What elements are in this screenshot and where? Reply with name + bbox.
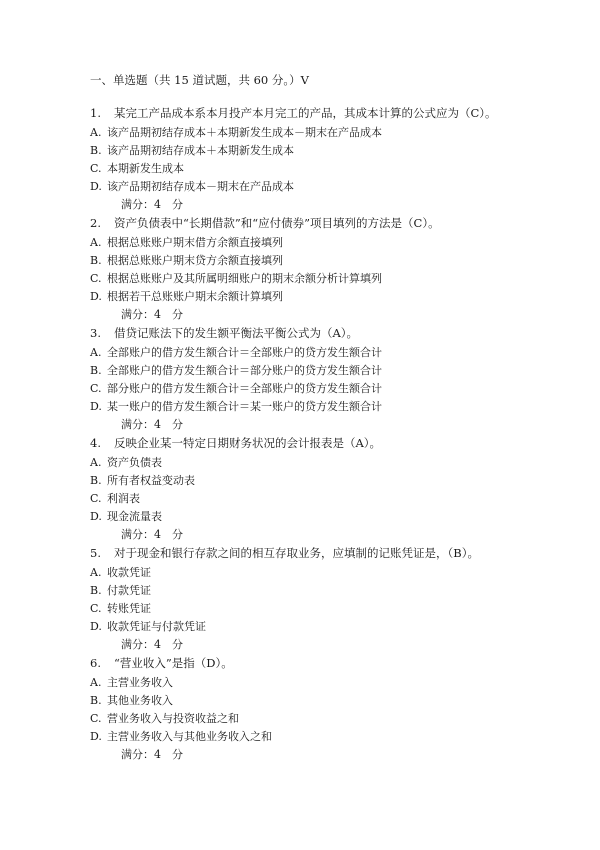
option-a (90, 454, 570, 472)
score-label: 满分：4 分 (121, 748, 183, 761)
option-letter: C. (90, 492, 102, 505)
options-list (90, 454, 570, 526)
question-1 (90, 105, 570, 213)
option-a (90, 344, 570, 362)
option-letter: D. (90, 510, 102, 523)
option-text: 本期新发生成本 (107, 162, 184, 175)
option-text: 该产品期初结存成本－期末在产品成本 (107, 180, 294, 193)
option-letter: B. (90, 144, 102, 157)
score-label: 满分：4 分 (121, 198, 183, 211)
option-d (90, 398, 570, 416)
score-label: 满分：4 分 (121, 418, 183, 431)
option-letter: B. (90, 694, 102, 707)
question-stem (90, 545, 570, 561)
question-text: 反映企业某一特定日期财务状况的会计报表是（A）。 (114, 436, 382, 450)
option-letter: D. (90, 290, 102, 303)
option-letter: C. (90, 382, 102, 395)
option-text: 根据总账账户期末贷方余额直接填列 (107, 254, 283, 267)
question-text: 对于现金和银行存款之间的相互存取业务，应填制的记账凭证是，（B）。 (114, 546, 479, 560)
question-3 (90, 325, 570, 433)
question-number: 5. (90, 546, 101, 560)
option-c (90, 270, 570, 288)
option-letter: C. (90, 712, 102, 725)
option-b (90, 692, 570, 710)
option-text: 营业务收入与投资收益之和 (107, 712, 239, 725)
question-text: 借贷记账法下的发生额平衡法平衡公式为（A）。 (114, 326, 359, 340)
option-letter: A. (90, 566, 102, 579)
question-stem (90, 325, 570, 341)
option-text: 收款凭证与付款凭证 (107, 620, 206, 633)
option-a (90, 564, 570, 582)
option-text: 该产品期初结存成本＋本期新发生成本－期末在产品成本 (107, 126, 382, 139)
option-b (90, 582, 570, 600)
option-text: 付款凭证 (107, 584, 151, 597)
question-4 (90, 435, 570, 543)
score-label: 满分：4 分 (121, 308, 183, 321)
option-text: 现金流量表 (107, 510, 162, 523)
options-list (90, 344, 570, 416)
option-text: 部分账户的借方发生额合计＝全部账户的贷方发生额合计 (107, 382, 382, 395)
option-text: 全部账户的借方发生额合计＝全部账户的贷方发生额合计 (107, 346, 382, 359)
option-text: 收款凭证 (107, 566, 151, 579)
option-a (90, 124, 570, 142)
option-text: 根据总账账户期末借方余额直接填列 (107, 236, 283, 249)
option-text: 根据总账账户及其所属明细账户的期末余额分析计算填列 (107, 272, 382, 285)
option-b (90, 142, 570, 160)
option-c (90, 160, 570, 178)
section-title: 一、单选题（共 15 道试题，共 60 分。）V (90, 73, 309, 87)
option-text: 资产负债表 (107, 456, 162, 469)
question-stem (90, 215, 570, 231)
option-letter: A. (90, 126, 102, 139)
option-b (90, 252, 570, 270)
option-text: 所有者权益变动表 (107, 474, 195, 487)
option-letter: D. (90, 730, 102, 743)
option-d (90, 508, 570, 526)
option-letter: C. (90, 602, 102, 615)
question-text: “营业收入”是指（D）。 (114, 656, 233, 670)
option-letter: C. (90, 272, 102, 285)
option-text: 全部账户的借方发生额合计＝部分账户的贷方发生额合计 (107, 364, 382, 377)
question-6 (90, 655, 570, 763)
option-letter: A. (90, 456, 102, 469)
option-c (90, 490, 570, 508)
option-text: 主营业务收入与其他业务收入之和 (107, 730, 272, 743)
option-b (90, 362, 570, 380)
option-c (90, 380, 570, 398)
options-list (90, 234, 570, 306)
options-list (90, 564, 570, 636)
options-list (90, 674, 570, 746)
option-text: 其他业务收入 (107, 694, 173, 707)
option-letter: D. (90, 180, 102, 193)
option-letter: A. (90, 236, 102, 249)
question-text: 资产负债表中“长期借款”和“应付债券”项目填列的方法是（C）。 (114, 216, 440, 230)
option-d (90, 288, 570, 306)
question-stem (90, 435, 570, 451)
question-number: 3. (90, 326, 101, 340)
option-text: 根据若干总账账户期末余额计算填列 (107, 290, 283, 303)
option-letter: A. (90, 676, 102, 689)
question-2 (90, 215, 570, 323)
option-c (90, 600, 570, 618)
options-list (90, 124, 570, 196)
option-text: 该产品期初结存成本＋本期新发生成本 (107, 144, 294, 157)
question-text: 某完工产品成本系本月投产本月完工的产品，其成本计算的公式应为（C）。 (114, 106, 497, 120)
option-text: 利润表 (107, 492, 140, 505)
question-5 (90, 545, 570, 653)
option-c (90, 710, 570, 728)
option-letter: A. (90, 346, 102, 359)
option-d (90, 618, 570, 636)
question-number: 2. (90, 216, 101, 230)
option-text: 某一账户的借方发生额合计＝某一账户的贷方发生额合计 (107, 400, 382, 413)
option-letter: D. (90, 400, 102, 413)
option-text: 主营业务收入 (107, 676, 173, 689)
option-a (90, 674, 570, 692)
option-letter: C. (90, 162, 102, 175)
question-number: 6. (90, 656, 101, 670)
score-label: 满分：4 分 (121, 528, 183, 541)
question-number: 1. (90, 106, 101, 120)
option-a (90, 234, 570, 252)
option-letter: D. (90, 620, 102, 633)
option-d (90, 728, 570, 746)
option-letter: B. (90, 364, 102, 377)
question-stem (90, 655, 570, 671)
option-letter: B. (90, 254, 102, 267)
question-number: 4. (90, 436, 101, 450)
option-d (90, 178, 570, 196)
question-stem (90, 105, 570, 121)
option-b (90, 472, 570, 490)
score-label: 满分：4 分 (121, 638, 183, 651)
option-letter: B. (90, 584, 102, 597)
option-text: 转账凭证 (107, 602, 151, 615)
option-letter: B. (90, 474, 102, 487)
